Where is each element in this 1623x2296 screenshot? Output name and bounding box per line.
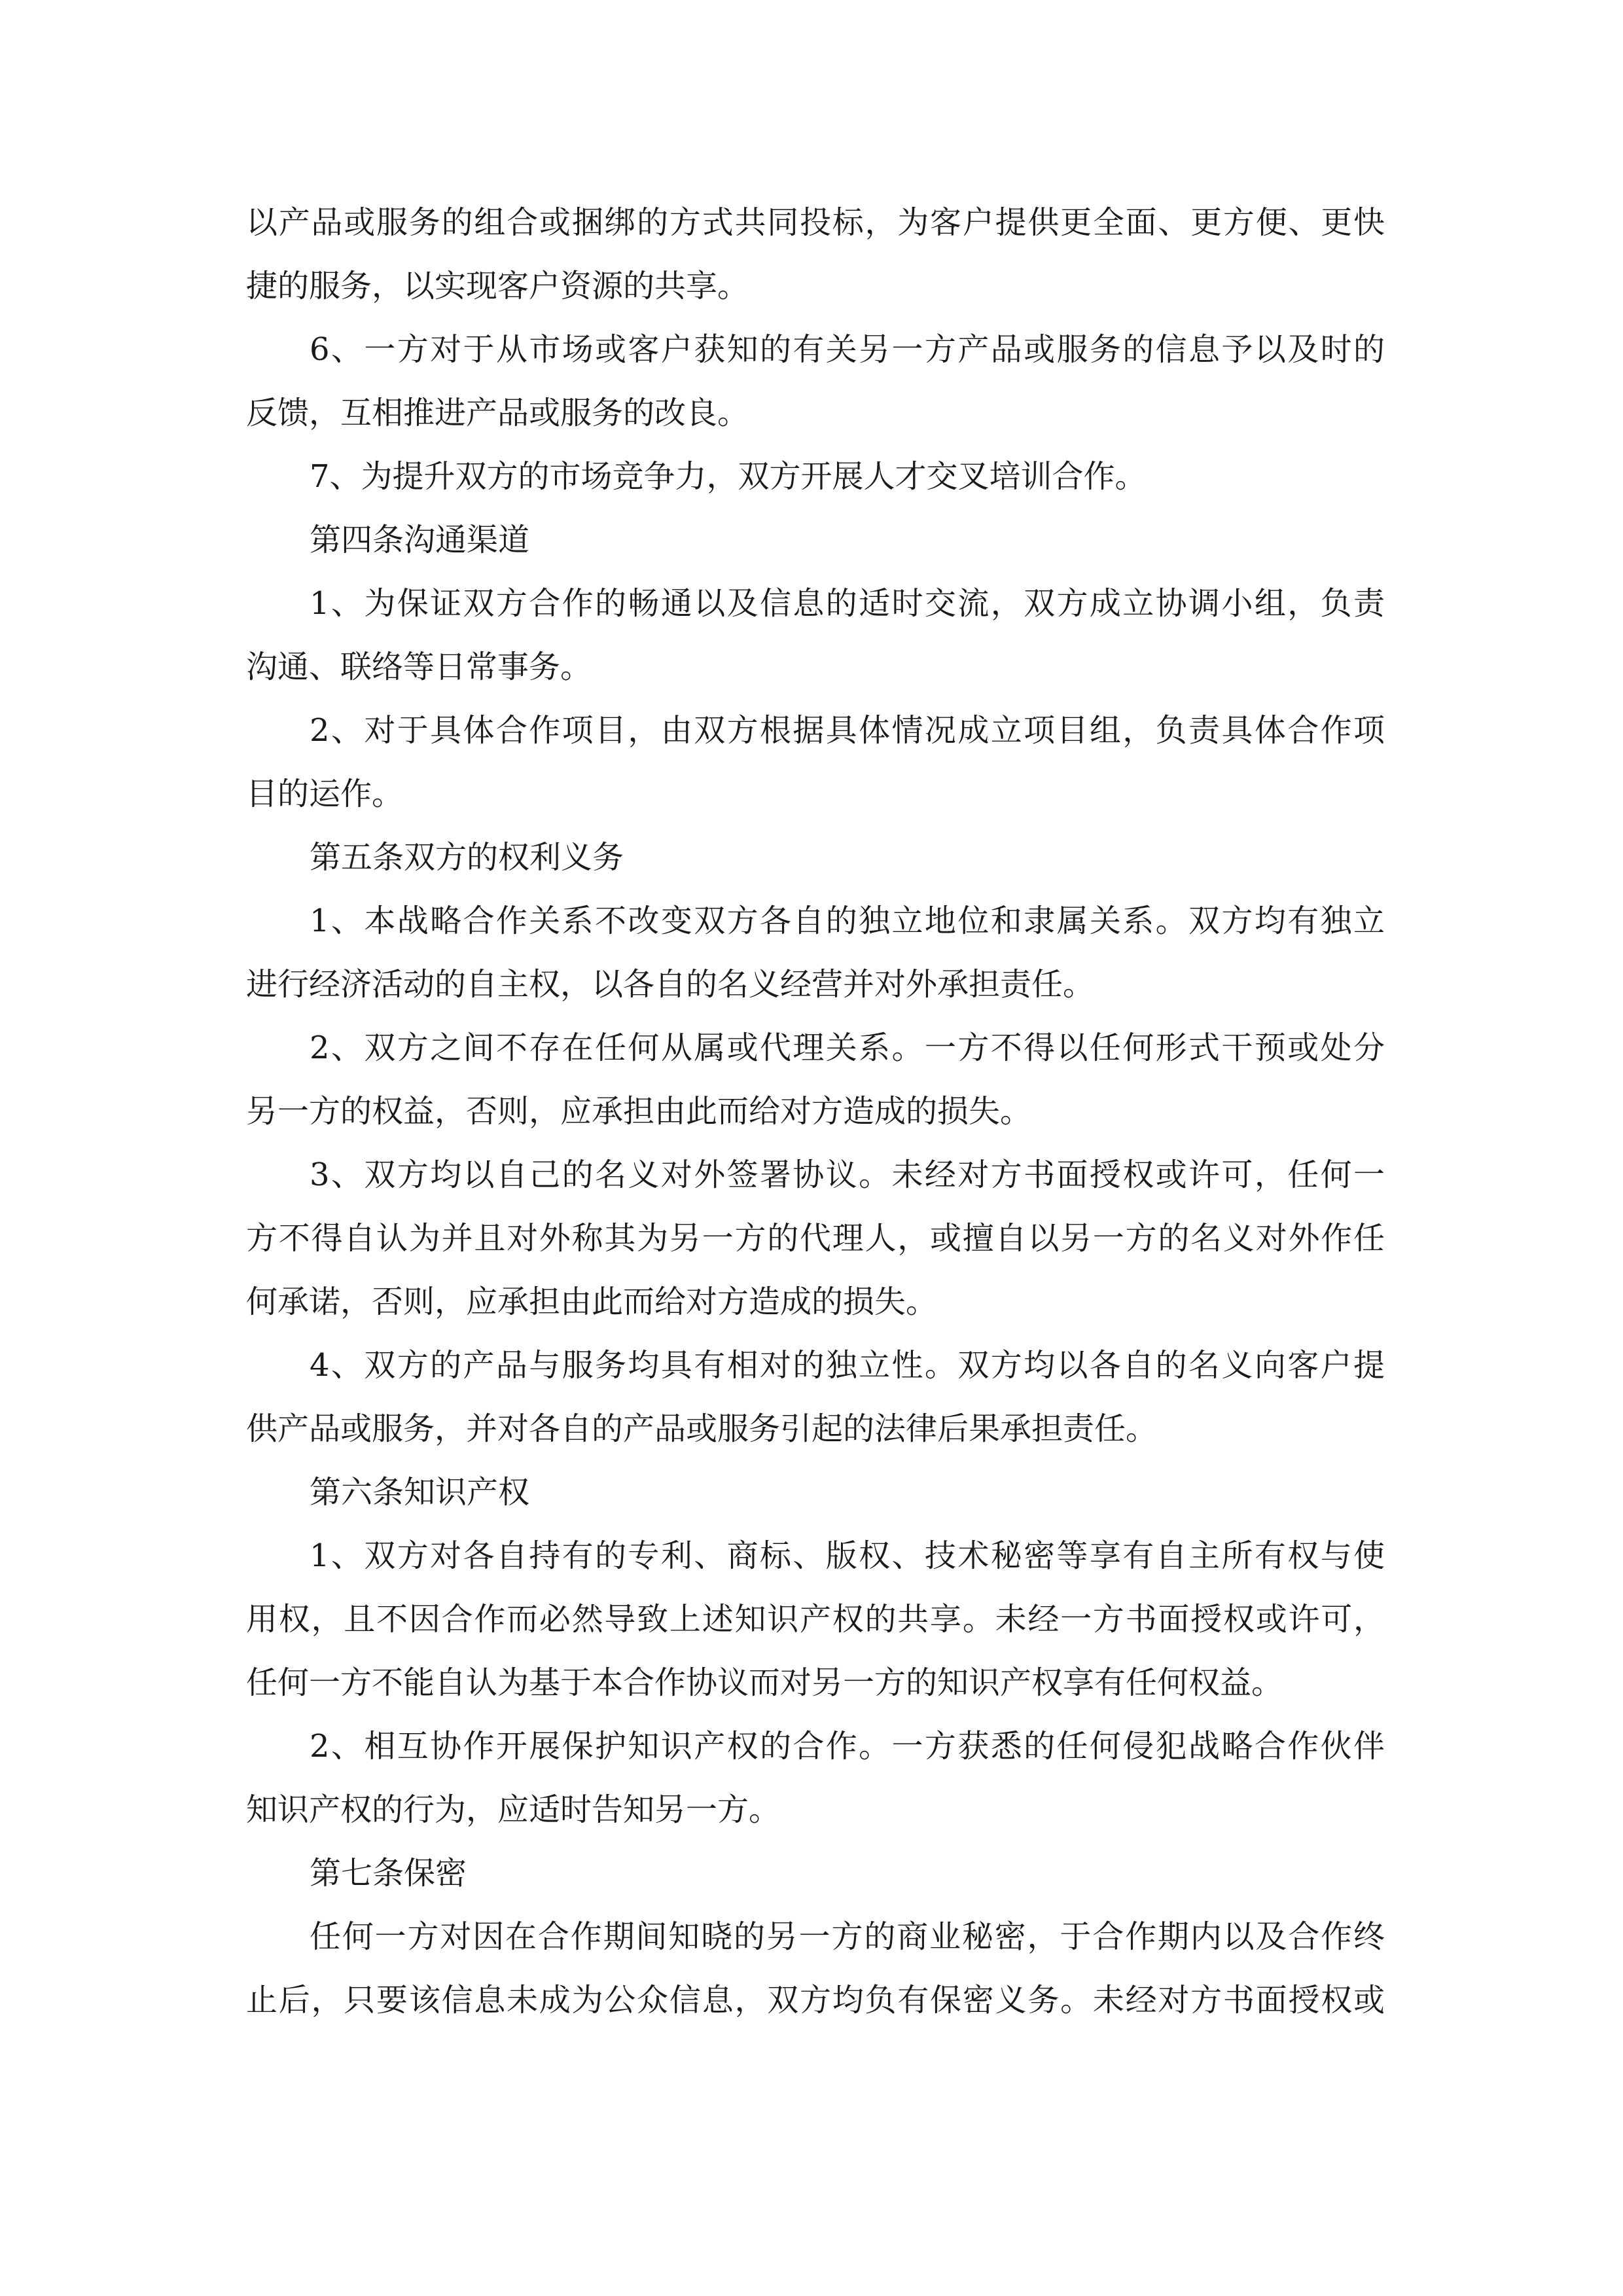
- section-heading: 第六条知识产权: [310, 1474, 530, 1511]
- paragraph-line: 6、一方对于从市场或客户获知的有关另一方产品或服务的信息予以及时的: [310, 331, 1385, 368]
- paragraph-line: 何承诺，否则，应承担由此而给对方造成的损失。: [246, 1283, 938, 1320]
- paragraph-line: 2、相互协作开展保护知识产权的合作。一方获悉的任何侵犯战略合作伙伴: [310, 1728, 1385, 1765]
- paragraph-line: 1、双方对各自持有的专利、商标、版权、技术秘密等享有自主所有权与使: [310, 1537, 1385, 1574]
- paragraph-line: 1、本战略合作关系不改变双方各自的独立地位和隶属关系。双方均有独立: [310, 903, 1385, 939]
- paragraph-line: 另一方的权益，否则，应承担由此而给对方造成的损失。: [246, 1093, 1032, 1130]
- paragraph-line: 1、为保证双方合作的畅通以及信息的适时交流，双方成立协调小组，负责: [310, 585, 1385, 622]
- section-heading: 第五条双方的权利义务: [310, 839, 624, 876]
- paragraph-line: 目的运作。: [246, 776, 404, 812]
- paragraph-line: 用权，且不因合作而必然导致上述知识产权的共享。未经一方书面授权或许可，: [246, 1601, 1385, 1638]
- section-heading: 第七条保密: [310, 1855, 467, 1892]
- section-heading: 第四条沟通渠道: [310, 522, 530, 558]
- paragraph-line: 方不得自认为并且对外称其为另一方的代理人，或擅自以另一方的名义对外作任: [246, 1220, 1385, 1257]
- paragraph-line: 2、对于具体合作项目，由双方根据具体情况成立项目组，负责具体合作项: [310, 712, 1385, 749]
- paragraph-line: 止后，只要该信息未成为公众信息，双方均负有保密义务。未经对方书面授权或: [246, 1982, 1385, 2018]
- paragraph-line: 2、双方之间不存在任何从属或代理关系。一方不得以任何形式干预或处分: [310, 1030, 1385, 1066]
- paragraph-line: 反馈，互相推进产品或服务的改良。: [246, 395, 749, 431]
- paragraph-line: 4、双方的产品与服务均具有相对的独立性。双方均以各自的名义向客户提: [310, 1347, 1385, 1384]
- paragraph-line: 7、为提升双方的市场竞争力，双方开展人才交叉培训合作。: [310, 458, 1147, 495]
- paragraph-line: 任何一方对因在合作期间知晓的另一方的商业秘密，于合作期内以及合作终: [310, 1918, 1385, 1955]
- paragraph-line: 知识产权的行为，应适时告知另一方。: [246, 1791, 781, 1828]
- paragraph-line: 以产品或服务的组合或捆绑的方式共同投标，为客户提供更全面、更方便、更快: [246, 204, 1385, 241]
- paragraph-line: 供产品或服务，并对各自的产品或服务引起的法律后果承担责任。: [246, 1410, 1158, 1447]
- paragraph-line: 进行经济活动的自主权，以各自的名义经营并对外承担责任。: [246, 966, 1095, 1003]
- paragraph-line: 任何一方不能自认为基于本合作协议而对另一方的知识产权享有任何权益。: [246, 1664, 1283, 1701]
- paragraph-line: 捷的服务，以实现客户资源的共享。: [246, 268, 749, 304]
- paragraph-line: 3、双方均以自己的名义对外签署协议。未经对方书面授权或许可，任何一: [310, 1157, 1385, 1193]
- paragraph-line: 沟通、联络等日常事务。: [246, 649, 592, 685]
